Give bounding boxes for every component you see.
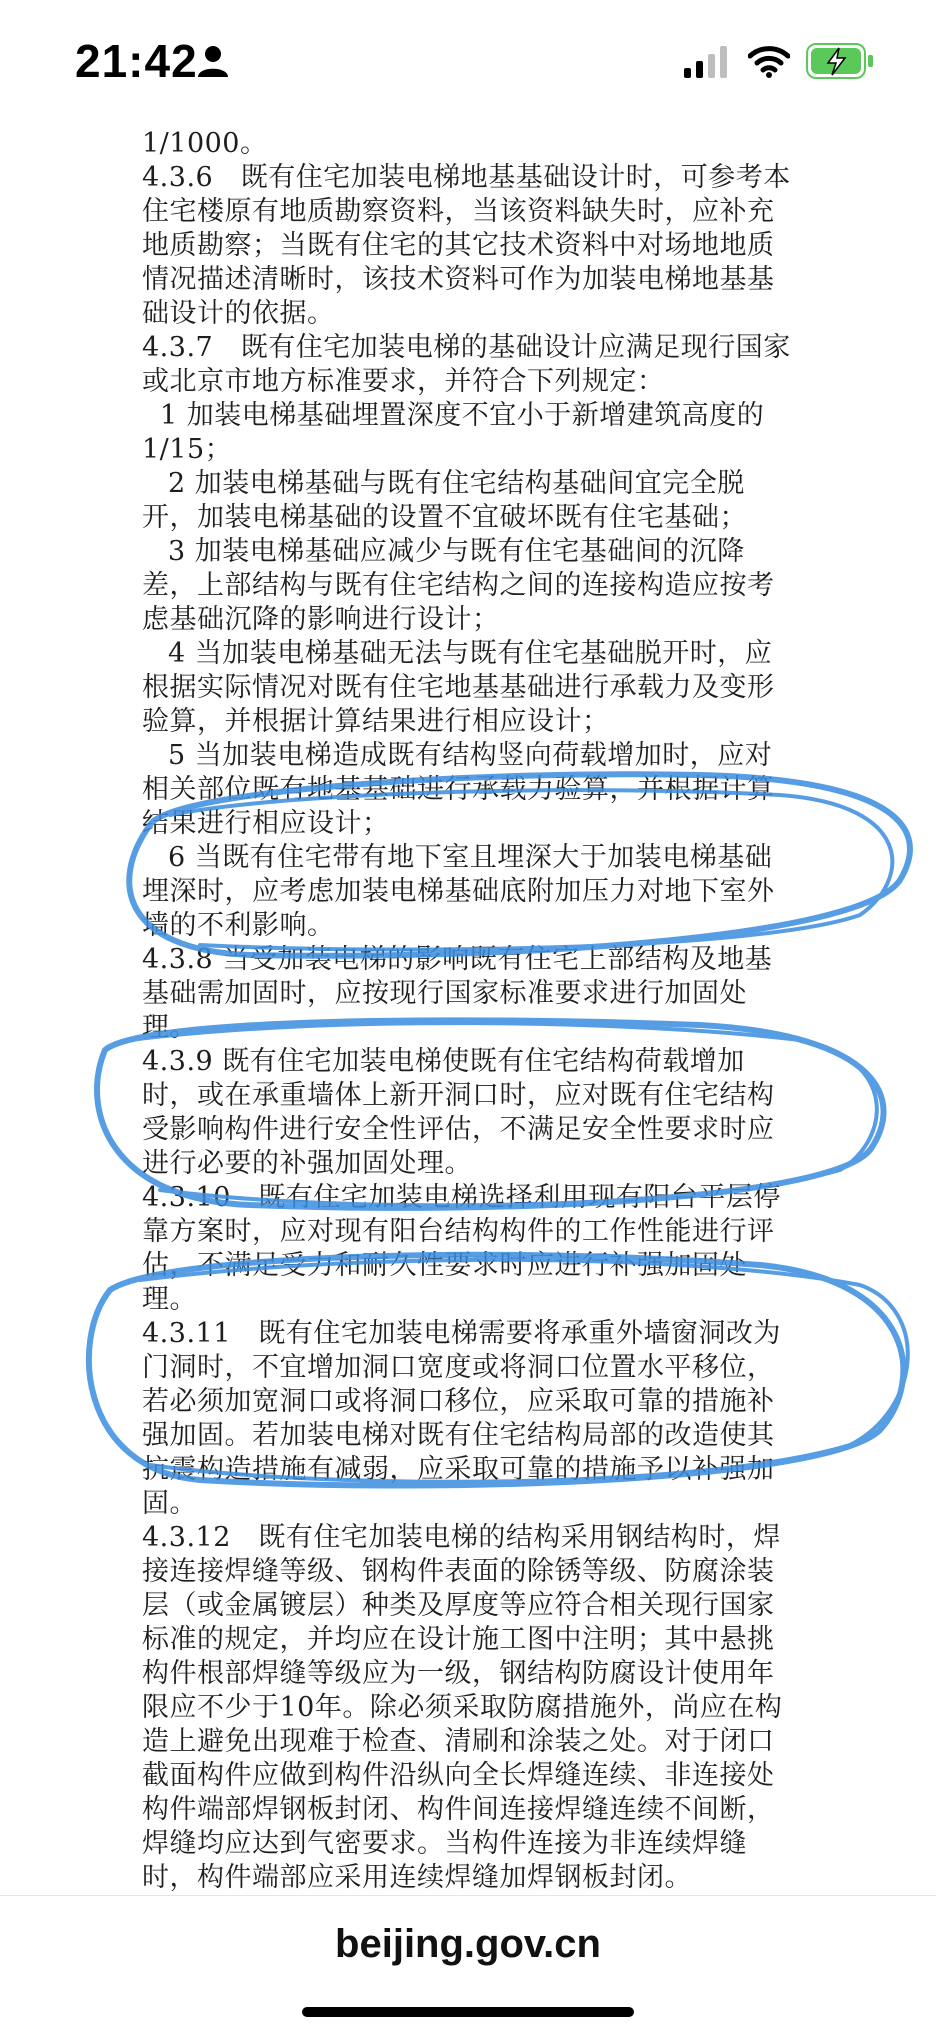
document-line: 截面构件应做到构件沿纵向全长焊缝连续、非连接处	[142, 1760, 775, 1791]
document-line: 造上避免出现难于检查、清刷和涂装之处。对于闭口	[142, 1726, 775, 1757]
document-line: 构件根部焊缝等级应为一级，钢结构防腐设计使用年	[142, 1658, 775, 1689]
document-line: 1 加装电梯基础埋置深度不宜小于新增建筑高度的	[160, 400, 765, 431]
document-line: 4.3.6 既有住宅加装电梯地基基础设计时，可参考本	[142, 162, 791, 193]
document-line: 差，上部结构与既有住宅结构之间的连接构造应按考	[142, 570, 775, 601]
document-line: 时，构件端部应采用连续焊缝加焊钢板封闭。	[142, 1862, 692, 1893]
document-line: 抗震构造措施有减弱，应采取可靠的措施予以补强加	[142, 1454, 775, 1485]
document-line: 基础需加固时，应按现行国家标准要求进行加固处	[142, 978, 747, 1009]
browser-url-bar[interactable]	[0, 1895, 936, 2026]
document-line: 结果进行相应设计；	[142, 808, 390, 839]
document-line: 4.3.10 既有住宅加装电梯选择利用现有阳台平层停	[142, 1182, 781, 1213]
home-indicator[interactable]	[302, 2007, 634, 2017]
document-line: 相关部位既有地基基础进行承载力验算，并根据计算	[142, 774, 775, 805]
status-time: 21:42	[75, 35, 198, 87]
document-line: 验算，并根据计算结果进行相应设计；	[142, 706, 610, 737]
document-line: 4 当加装电梯基础无法与既有住宅基础脱开时，应	[168, 638, 773, 669]
url-text[interactable]: beijing.gov.cn	[335, 1922, 601, 1966]
document-line: 限应不少于10年。除必须采取防腐措施外，尚应在构	[142, 1692, 783, 1723]
document-line: 进行必要的补强加固处理。	[142, 1148, 472, 1179]
document-line: 地质勘察；当既有住宅的其它技术资料中对场地地质	[142, 230, 775, 261]
document-line: 5 当加装电梯造成既有结构竖向荷载增加时，应对	[168, 740, 773, 771]
document-line: 强加固。若加装电梯对既有住宅结构局部的改造使其	[142, 1420, 775, 1451]
cellular-signal-icon	[684, 46, 728, 78]
document-line: 1/1000。	[142, 128, 268, 159]
document-line: 6 当既有住宅带有地下室且埋深大于加装电梯基础	[168, 842, 773, 873]
document-line: 受影响构件进行安全性评估，不满足安全性要求时应	[142, 1114, 775, 1145]
document-line: 础设计的依据。	[142, 298, 335, 329]
document-line: 靠方案时，应对现有阳台结构构件的工作性能进行评	[142, 1216, 775, 1247]
document-line: 4.3.12 既有住宅加装电梯的结构采用钢结构时，焊	[142, 1522, 781, 1553]
document-line: 理。	[142, 1012, 197, 1043]
document-line: 4.3.9 既有住宅加装电梯使既有住宅结构荷载增加	[142, 1046, 745, 1077]
document-line: 时，或在承重墙体上新开洞口时，应对既有住宅结构	[142, 1080, 775, 1111]
document-line: 理。	[142, 1284, 197, 1315]
document-line: 情况描述清晰时，该技术资料可作为加装电梯地基基	[142, 264, 775, 295]
document-line: 估，不满足受力和耐久性要求时应进行补强加固处	[142, 1250, 747, 1281]
document-line: 构件端部焊钢板封闭、构件间连接焊缝连续不间断，	[142, 1794, 775, 1825]
document-line: 标准的规定，并均应在设计施工图中注明；其中悬挑	[142, 1624, 775, 1655]
document-line: 2 加装电梯基础与既有住宅结构基础间宜完全脱	[168, 468, 745, 499]
document-line: 开，加装电梯基础的设置不宜破坏既有住宅基础；	[142, 502, 747, 533]
document-line: 层（或金属镀层）种类及厚度等应符合相关现行国家	[142, 1590, 775, 1621]
document-line: 住宅楼原有地质勘察资料，当该资料缺失时，应补充	[142, 196, 775, 227]
document-line: 若必须加宽洞口或将洞口移位，应采取可靠的措施补	[142, 1386, 775, 1417]
document-page	[0, 90, 936, 1895]
document-line: 4.3.8 当受加装电梯的影响既有住宅上部结构及地基	[142, 944, 773, 975]
document-line: 埋深时，应考虑加装电梯基础底附加压力对地下室外	[142, 876, 775, 907]
document-line: 焊缝均应达到气密要求。当构件连接为非连续焊缝	[142, 1828, 747, 1859]
wifi-icon	[748, 44, 790, 78]
document-line: 3 加装电梯基础应减少与既有住宅基础间的沉降	[168, 536, 745, 567]
document-line: 接连接焊缝等级、钢构件表面的除锈等级、防腐涂装	[142, 1556, 775, 1587]
status-bar	[0, 0, 936, 124]
battery-charging-icon	[806, 42, 874, 80]
document-line: 门洞时，不宜增加洞口宽度或将洞口位置水平移位，	[142, 1352, 775, 1383]
document-line: 虑基础沉降的影响进行设计；	[142, 604, 500, 635]
document-line: 或北京市地方标准要求，并符合下列规定：	[142, 366, 665, 397]
document-line: 固。	[142, 1488, 197, 1519]
document-line: 4.3.7 既有住宅加装电梯的基础设计应满足现行国家	[142, 332, 791, 363]
person-icon	[196, 44, 230, 78]
document-line: 1/15；	[142, 434, 233, 465]
document-line: 根据实际情况对既有住宅地基基础进行承载力及变形	[142, 672, 775, 703]
document-line: 墙的不利影响。	[142, 910, 335, 941]
document-line: 4.3.11 既有住宅加装电梯需要将承重外墙窗洞改为	[142, 1318, 781, 1349]
